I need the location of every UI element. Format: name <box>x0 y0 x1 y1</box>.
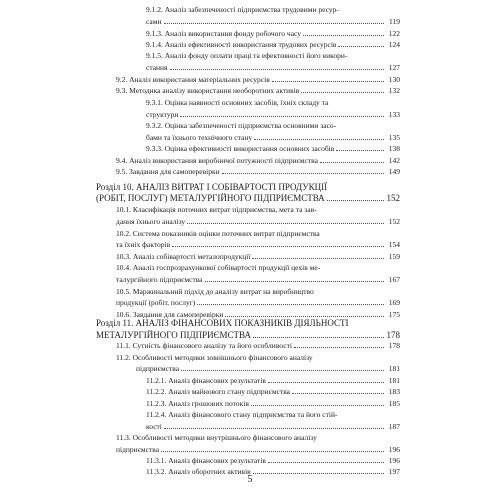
toc-entry-page: 119 <box>389 17 400 26</box>
toc-entry-title: 11.3.2. Аналіз оборотних активів <box>146 467 251 476</box>
toc-entry-title: 11.2.2. Аналіз майнового стану підприємства <box>146 387 290 396</box>
toc-entry <box>96 182 400 192</box>
dot-leader <box>222 173 384 174</box>
toc-entry-title: 10.3. Аналіз собівартості металопродукції <box>116 252 251 261</box>
toc-entry <box>116 353 400 362</box>
toc-entry-page: 178 <box>386 330 400 340</box>
toc-entry-page: 181 <box>388 364 400 373</box>
toc-entry <box>146 98 400 107</box>
toc-entry <box>116 240 400 249</box>
toc-entry <box>116 229 400 238</box>
toc-entry-title: Розділ 10. АНАЛІЗ ВИТРАТ І СОБІВАРТОСТІ ПРОДУКЦІЇ <box>96 182 328 192</box>
toc-entry-title: 11.2.4. Аналіз фінансового стану підприємства та його стій- <box>146 410 338 419</box>
toc-entry-title: 10.4. Аналіз госпрозрахункової собівартості продукції цехів ме- <box>116 263 321 272</box>
toc-entry-title: стання <box>146 63 168 72</box>
toc-entry-title: бами та їхнього технічного стану <box>146 133 253 142</box>
toc-entry-page: 175 <box>388 310 400 319</box>
dot-leader <box>251 405 384 406</box>
toc-entry <box>146 387 400 396</box>
toc-entry-page: 169 <box>388 298 400 307</box>
dot-leader <box>268 462 384 463</box>
toc-entry <box>146 5 400 14</box>
toc-entry <box>146 40 400 49</box>
toc-entry <box>146 399 400 408</box>
toc-entry <box>146 456 400 465</box>
toc-entry <box>146 133 400 142</box>
toc-entry-title: МЕТАЛУРГІЙНОГО ПІДПРИЄМСТВА <box>96 330 251 340</box>
toc-entry-page: 183 <box>388 387 400 396</box>
toc-entry-title: 11.2. Особливості методики зовнішнього фінансового аналізу <box>116 353 313 362</box>
toc-entry-title: 9.2. Аналіз використання матеріальних ресурсів <box>116 75 270 84</box>
dot-leader <box>253 337 384 338</box>
toc-entry <box>116 217 400 226</box>
toc-entry-title: 9.3. Методика аналізу використання необоротних активів <box>116 86 300 95</box>
dot-leader <box>164 23 384 24</box>
toc-entry <box>146 422 400 431</box>
toc-entry-title: 9.3.2. Оцінка забезпеченості підприємства основними засо- <box>146 121 337 130</box>
toc-entry-page: 142 <box>388 156 400 165</box>
toc-entry-title: 9.1.2. Аналіз забезпеченості підприємства трудовими ресур- <box>146 5 339 14</box>
dot-leader <box>172 246 384 247</box>
dot-leader <box>301 92 384 93</box>
dot-leader <box>252 258 384 259</box>
toc-entry-page: 152 <box>388 217 400 226</box>
dot-leader <box>170 69 384 70</box>
toc-entry <box>136 364 400 373</box>
toc-entry-page: 197 <box>388 467 400 476</box>
toc-entry-page: 196 <box>388 445 400 454</box>
dot-leader <box>303 35 384 36</box>
toc-entry-title: 11.2.3. Аналіз грошових потоків <box>146 399 249 408</box>
dot-leader <box>336 150 384 151</box>
toc-entry <box>146 17 400 26</box>
toc-entry <box>116 298 400 307</box>
toc-entry-title: продукції (робіт, послуг) <box>116 298 196 307</box>
toc-entry-title: Розділ 11. АНАЛІЗ ФІНАНСОВИХ ПОКАЗНИКІВ ДІЯЛЬНОСТІ <box>96 318 349 328</box>
toc-entry-page: 154 <box>388 240 400 249</box>
toc-entry <box>116 167 400 176</box>
toc-entry-title: 9.4. Аналіз використання виробничої потужності підприємства <box>116 156 318 165</box>
toc-entry-title: кості <box>146 422 162 431</box>
toc-entry-title: 9.3.1. Оцінка наявності основних засобів, їхніх складу та <box>146 98 329 107</box>
toc-entry <box>116 75 400 84</box>
toc-entry-page: 181 <box>388 376 400 385</box>
toc-entry <box>116 252 400 261</box>
dot-leader <box>268 382 384 383</box>
toc-entry-title: 11.3. Особливості методики внутрішнього фінансового аналізу <box>116 433 317 442</box>
toc-entry <box>146 51 400 60</box>
dot-leader <box>338 46 384 47</box>
toc-entry-title: дання їхнього аналізу <box>116 217 186 226</box>
toc-entry <box>116 433 400 442</box>
dot-leader <box>161 451 384 452</box>
toc-entry-title: 9.1.5. Аналіз фонду оплати праці та ефективності його викори- <box>146 51 348 60</box>
toc-entry <box>96 330 400 340</box>
dot-leader <box>187 223 384 224</box>
toc-entry-page: 124 <box>388 40 400 49</box>
toc-entry <box>116 263 400 272</box>
toc-entry-page: 152 <box>386 193 400 203</box>
toc-entry-title: 10.5. Маржинальний підхід до аналізу витрат на виробництво <box>116 287 314 296</box>
toc-entry-title: 9.3.3. Оцінка ефективності використання основних засобів <box>146 144 335 153</box>
dot-leader <box>197 304 384 305</box>
dot-leader <box>225 316 384 317</box>
toc-entry-title: та їхніх факторів <box>116 240 171 249</box>
toc-entry <box>146 144 400 153</box>
toc-entry-title: талургійного підприємства <box>116 275 203 284</box>
toc-entry-page: 167 <box>388 275 400 284</box>
toc-entry-title: підприємства <box>116 445 160 454</box>
dot-leader <box>294 347 384 348</box>
toc-entry-title: 11.3.1. Аналіз фінансових результатів <box>146 456 266 465</box>
toc-entry-title: 9.1.4. Аналіз ефективності використання трудових ресурсів <box>146 40 337 49</box>
toc-entry-page: 135 <box>388 133 400 142</box>
toc-entry-page: 159 <box>388 252 400 261</box>
toc-entry-page: 138 <box>388 144 400 153</box>
toc-entry-title: 10.2. Система показників оцінки поточних витрат підприємства <box>116 229 320 238</box>
dot-leader <box>272 81 384 82</box>
toc-entry-title: 9.5. Завдання для самоперевірки <box>116 167 220 176</box>
toc-entry-page: 132 <box>388 86 400 95</box>
toc-entry <box>116 341 400 350</box>
dot-leader <box>205 281 385 282</box>
toc-entry-title: (РОБІТ, ПОСЛУГ) МЕТАЛУРГІЙНОГО ПІДПРИЄМСТВА <box>96 193 325 203</box>
toc-entry-page: 130 <box>388 75 400 84</box>
toc-entry-page: 149 <box>388 167 400 176</box>
toc-entry <box>146 376 400 385</box>
dot-leader <box>327 200 384 201</box>
toc-entry-title: сами <box>146 17 162 26</box>
toc-entry <box>146 63 400 72</box>
toc-entry-page: 185 <box>388 399 400 408</box>
toc-entry <box>116 445 400 454</box>
toc-entry <box>96 193 400 203</box>
toc-entry-title: 10.6. Завдання для самоперевірки <box>116 310 224 319</box>
dot-leader <box>254 139 384 140</box>
toc-entry-title: 9.1.3. Аналіз використання фонду робочого часу <box>146 29 302 38</box>
toc-entry <box>146 29 400 38</box>
toc-entry <box>146 110 400 119</box>
page-number: 5 <box>247 474 253 485</box>
toc-entry <box>116 275 400 284</box>
toc-entry <box>146 121 400 130</box>
toc-entry <box>116 287 400 296</box>
dot-leader <box>292 393 384 394</box>
toc-entry-title: структури <box>146 110 179 119</box>
toc-entry-page: 187 <box>388 422 400 431</box>
dot-leader <box>320 162 384 163</box>
toc-entry-page: 178 <box>388 341 400 350</box>
toc-entry-title: 10.1. Класифікація поточних витрат підприємства, мета та зав- <box>116 205 317 214</box>
toc-entry-page: 133 <box>388 110 400 119</box>
toc-entry-page: 127 <box>388 63 400 72</box>
toc-entry <box>116 86 400 95</box>
toc-entry-page: 122 <box>388 29 400 38</box>
dot-leader <box>164 428 384 429</box>
toc-entry-page: 196 <box>388 456 400 465</box>
dot-leader <box>180 116 384 117</box>
toc-entry <box>116 156 400 165</box>
dot-leader <box>181 370 384 371</box>
toc-entry <box>116 205 400 214</box>
toc-entry-title: 11.1. Сутність фінансового аналізу та його особливості <box>116 341 292 350</box>
toc-entry <box>146 410 400 419</box>
toc-entry-title: підприємства <box>136 364 180 373</box>
toc-entry <box>96 318 400 328</box>
toc-entry-title: 11.2.1. Аналіз фінансових результатів <box>146 376 266 385</box>
